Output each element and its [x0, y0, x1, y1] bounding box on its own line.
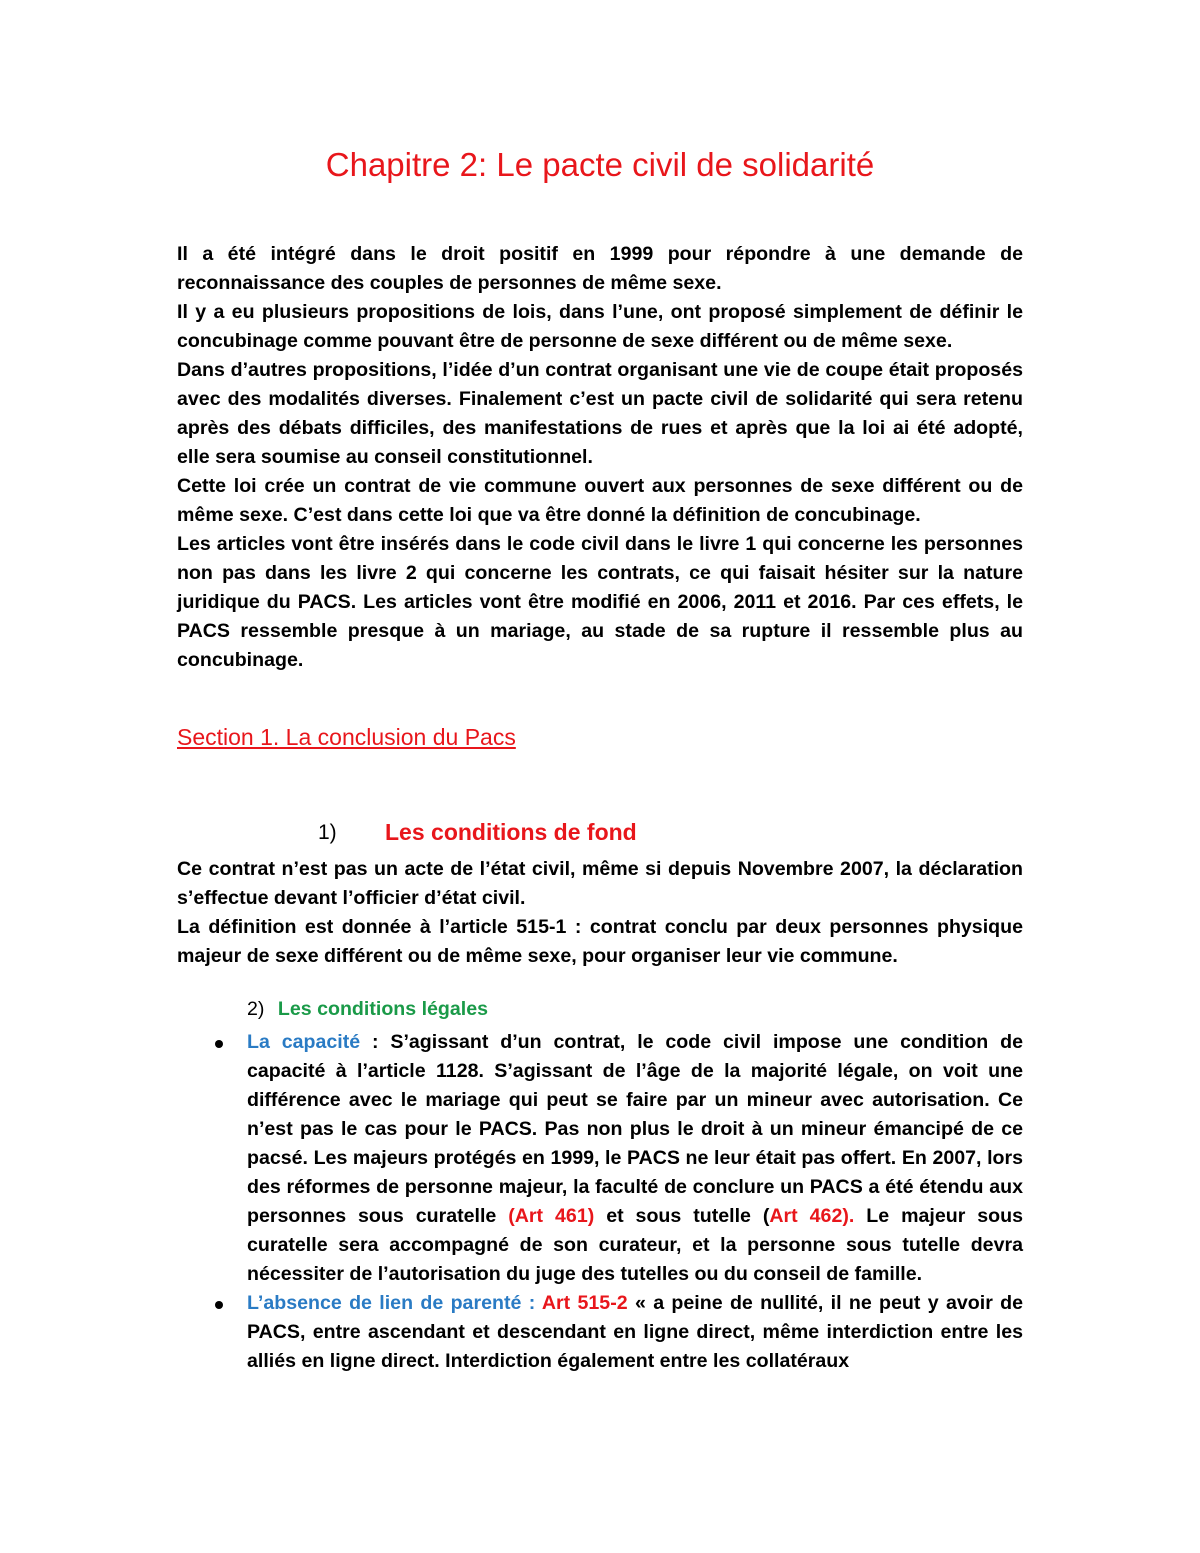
- article-ref: Art 462).: [769, 1205, 855, 1227]
- item-text: et sous tutelle (: [594, 1205, 770, 1227]
- subsection-number: 1): [318, 821, 337, 844]
- subsection-label: Les conditions légales: [277, 998, 489, 1020]
- item-text: Le majeur sous curatelle sera accompagné de son curateur, et la personne sous tutelle devra nécessiter de l’autorisation du juge des tutelles ou du conseil de famille.: [247, 1205, 1023, 1285]
- article-ref: (Art 461): [508, 1205, 595, 1227]
- article-ref: Art 515-2: [541, 1292, 628, 1314]
- item-label: La capacité: [247, 1031, 361, 1053]
- subsection-heading-2: [247, 998, 488, 1021]
- list-item: [247, 1289, 1023, 1376]
- section-heading: Section 1. La conclusion du Pacs: [177, 724, 516, 750]
- subsection-number: 2): [247, 998, 265, 1020]
- intro-paragraph: Il y a eu plusieurs propositions de lois, dans l’une, ont proposé simplement de définir le concubinage comme pouvant être de personne de sexe différent ou de même sexe.: [177, 301, 1023, 352]
- item-text: « a peine de nullité, il ne peut y avoir de PACS, entre ascendant et descendant en ligne direct, même interdiction entre les alliés en ligne direct. Interdiction également entre les collatéraux: [247, 1292, 1024, 1372]
- item-text: : S’agissant d’un contrat, le code civil impose une condition de capacité à l’article 1128. S’agissant de l’âge de la majorité légale, on voit une différence avec le mariage qui peut se faire par un mineur avec autorisation. Ce n’est pas le cas pour le PACS. Pas non plus le droit à un mineur émancipé de ce pacsé. Les majeurs protégés en 1999, le PACS ne leur était pas offert. En 2007, lors des réformes de personne majeur, la faculté de conclure un PACS a été étendu aux personnes sous curatelle: [247, 1031, 1024, 1227]
- intro-paragraph: Dans d’autres propositions, l’idée d’un contrat organisant une vie de coupe était proposés avec des modalités diverses. Finalement c’est un pacte civil de solidarité qui sera retenu après des débats difficiles, des manifestations de rues et après que la loi ai été adopté, elle sera soumise au conseil constitutionnel.: [177, 359, 1023, 468]
- conditions-list: [247, 1028, 1023, 1376]
- conditions-fond-text: [177, 855, 1023, 971]
- intro-paragraph: Il a été intégré dans le droit positif en 1999 pour répondre à une demande de reconnaissance des couples de personnes de même sexe.: [177, 243, 1023, 294]
- body-paragraph: Ce contrat n’est pas un acte de l’état civil, même si depuis Novembre 2007, la déclaration s’effectue devant l’officier d’état civil.: [177, 858, 1023, 909]
- bullet-icon: [215, 1301, 223, 1309]
- intro-text: [177, 240, 1023, 675]
- list-item: [247, 1028, 1023, 1289]
- item-label: L’absence de lien de parenté :: [247, 1292, 536, 1314]
- chapter-title: Chapitre 2: Le pacte civil de solidarité: [325, 146, 875, 183]
- intro-paragraph: Les articles vont être insérés dans le code civil dans le livre 1 qui concerne les personnes non pas dans les livre 2 qui concerne les contrats, ce qui faisait hésiter sur la nature juridique du PACS. Les articles vont être modifié en 2006, 2011 et 2016. Par ces effets, le PACS ressemble presque à un mariage, au stade de sa rupture il ressemble plus au concubinage.: [177, 533, 1023, 671]
- subsection-label: Les conditions de fond: [385, 819, 637, 845]
- intro-paragraph: Cette loi crée un contrat de vie commune ouvert aux personnes de sexe différent ou de même sexe. C’est dans cette loi que va être donné la définition de concubinage.: [177, 475, 1023, 526]
- bullet-icon: [215, 1040, 223, 1048]
- subsection-heading-1: [318, 819, 637, 845]
- body-paragraph: La définition est donnée à l’article 515-1 : contrat conclu par deux personnes physique majeur de sexe différent ou de même sexe, pour organiser leur vie commune.: [177, 916, 1023, 967]
